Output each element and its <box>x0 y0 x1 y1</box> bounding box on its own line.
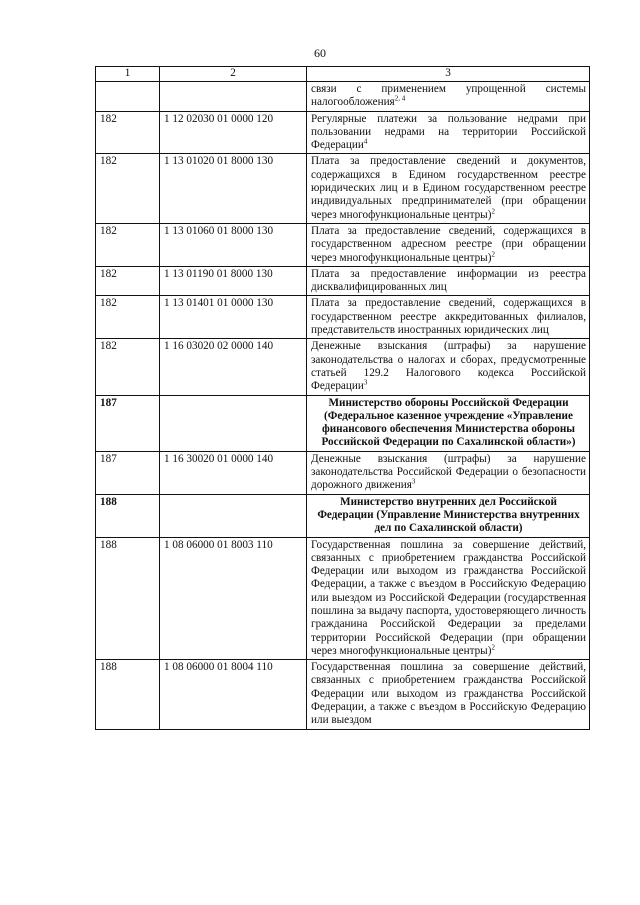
header-col-2: 2 <box>160 67 307 82</box>
description-text: Денежные взыскания (штрафы) за нарушение законодательства о налогах и сборах, предусмотренные статьей 129.2 Налогового кодекса Российской Федерации <box>311 340 586 393</box>
admin-code: 182 <box>96 296 160 339</box>
income-description <box>307 223 590 266</box>
admin-code: 182 <box>96 223 160 266</box>
income-description <box>307 111 590 154</box>
budget-code: 1 16 03020 02 0000 140 <box>160 339 307 395</box>
table-row <box>96 223 590 266</box>
admin-code: 182 <box>96 339 160 395</box>
footnote-ref: 2 <box>491 643 495 652</box>
table-row <box>96 339 590 395</box>
footnote-ref: 3 <box>411 477 416 486</box>
income-description <box>307 154 590 223</box>
description-text: Министерство внутренних дел Российской Федерации (Управление Министерства внутренних дел по Сахалинской области) <box>317 495 580 535</box>
ministry-row <box>96 494 590 537</box>
description-text: Плата за предоставление информации из реестра дисквалифицированных лиц <box>311 267 586 294</box>
admin-code <box>96 82 160 112</box>
header-col-3: 3 <box>307 67 590 82</box>
budget-code <box>160 494 307 537</box>
income-description <box>307 537 590 660</box>
budget-code: 1 08 06000 01 8003 110 <box>160 537 307 660</box>
income-description <box>307 451 590 494</box>
admin-code: 187 <box>96 451 160 494</box>
table-row <box>96 266 590 296</box>
admin-code: 182 <box>96 154 160 223</box>
budget-code: 1 12 02030 01 0000 120 <box>160 111 307 154</box>
income-description <box>307 266 590 296</box>
description-text: Министерство обороны Российской Федерации (Федеральное казенное учреждение «Управление финансового обеспечения Министерства обороны Российской Федерации по Сахалинской области») <box>321 396 576 449</box>
footnote-ref: 2, 4 <box>394 94 406 103</box>
table-row <box>96 537 590 660</box>
page-number: 60 <box>314 46 326 60</box>
budget-code <box>160 395 307 451</box>
admin-code: 188 <box>96 537 160 660</box>
footnote-ref: 2 <box>491 206 495 215</box>
footnote-ref: 3 <box>363 378 368 387</box>
description-text: Государственная пошлина за совершение действий, связанных с приобретением гражданства Российской Федерации или выходом из гражданства Российской Федерации, а также с въездом в Российскую Федерацию или выездом из Российской Федерации (государственная пошлина за выдачу паспорта, удостоверяющего личность гражданина Российской Федерации за пределами территории Российской Федерации (при обращении через многофункциональные центры) <box>311 538 586 657</box>
description-text: Государственная пошлина за совершение действий, связанных с приобретением гражданства Российской Федерации или выходом из гражданства Российской Федерации, а также с въездом в Российскую Федерацию или выездом <box>311 661 586 727</box>
admin-code: 182 <box>96 111 160 154</box>
budget-code: 1 16 30020 01 0000 140 <box>160 451 307 494</box>
budget-code: 1 13 01401 01 0000 130 <box>160 296 307 339</box>
budget-codes-table <box>95 66 590 730</box>
table-row <box>96 296 590 339</box>
description-text: Регулярные платежи за пользование недрами при пользовании недрами на территории Российской Федерации <box>311 112 586 152</box>
income-description <box>307 82 590 112</box>
footnote-ref: 2 <box>491 249 495 258</box>
table-row <box>96 660 590 729</box>
budget-code: 1 13 01020 01 8000 130 <box>160 154 307 223</box>
budget-code: 1 08 06000 01 8004 110 <box>160 660 307 729</box>
budget-code: 1 13 01190 01 8000 130 <box>160 266 307 296</box>
table-header-row <box>96 67 590 82</box>
budget-code <box>160 82 307 112</box>
description-text: Плата за предоставление сведений, содержащихся в государственном реестре аккредитованных филиалов, представительств иностранных юридических лиц <box>311 297 586 337</box>
ministry-heading <box>307 395 590 451</box>
table-row <box>96 154 590 223</box>
table-row <box>96 111 590 154</box>
ministry-row <box>96 395 590 451</box>
ministry-heading <box>307 494 590 537</box>
admin-code: 187 <box>96 395 160 451</box>
description-text: связи с применением упрощенной системы налогообложения <box>311 83 586 109</box>
admin-code: 188 <box>96 660 160 729</box>
admin-code: 188 <box>96 494 160 537</box>
admin-code: 182 <box>96 266 160 296</box>
income-description <box>307 296 590 339</box>
description-text: Денежные взыскания (штрафы) за нарушение законодательства Российской Федерации о безопасности дорожного движения <box>311 452 586 492</box>
budget-code: 1 13 01060 01 8000 130 <box>160 223 307 266</box>
table-row <box>96 451 590 494</box>
description-text: Плата за предоставление сведений, содержащихся в государственном адресном реестре (при обращении через многофункциональные центры) <box>311 224 586 264</box>
income-description <box>307 339 590 395</box>
header-col-1: 1 <box>96 67 160 82</box>
footnote-ref: 4 <box>363 137 368 146</box>
description-text: Плата за предоставление сведений и документов, содержащихся в Едином государственном реестре юридических лиц и в Едином государственном реестре индивидуальных предпринимателей (при обращении через многофункциональные центры) <box>311 155 586 221</box>
table-row <box>96 82 590 112</box>
income-description <box>307 660 590 729</box>
